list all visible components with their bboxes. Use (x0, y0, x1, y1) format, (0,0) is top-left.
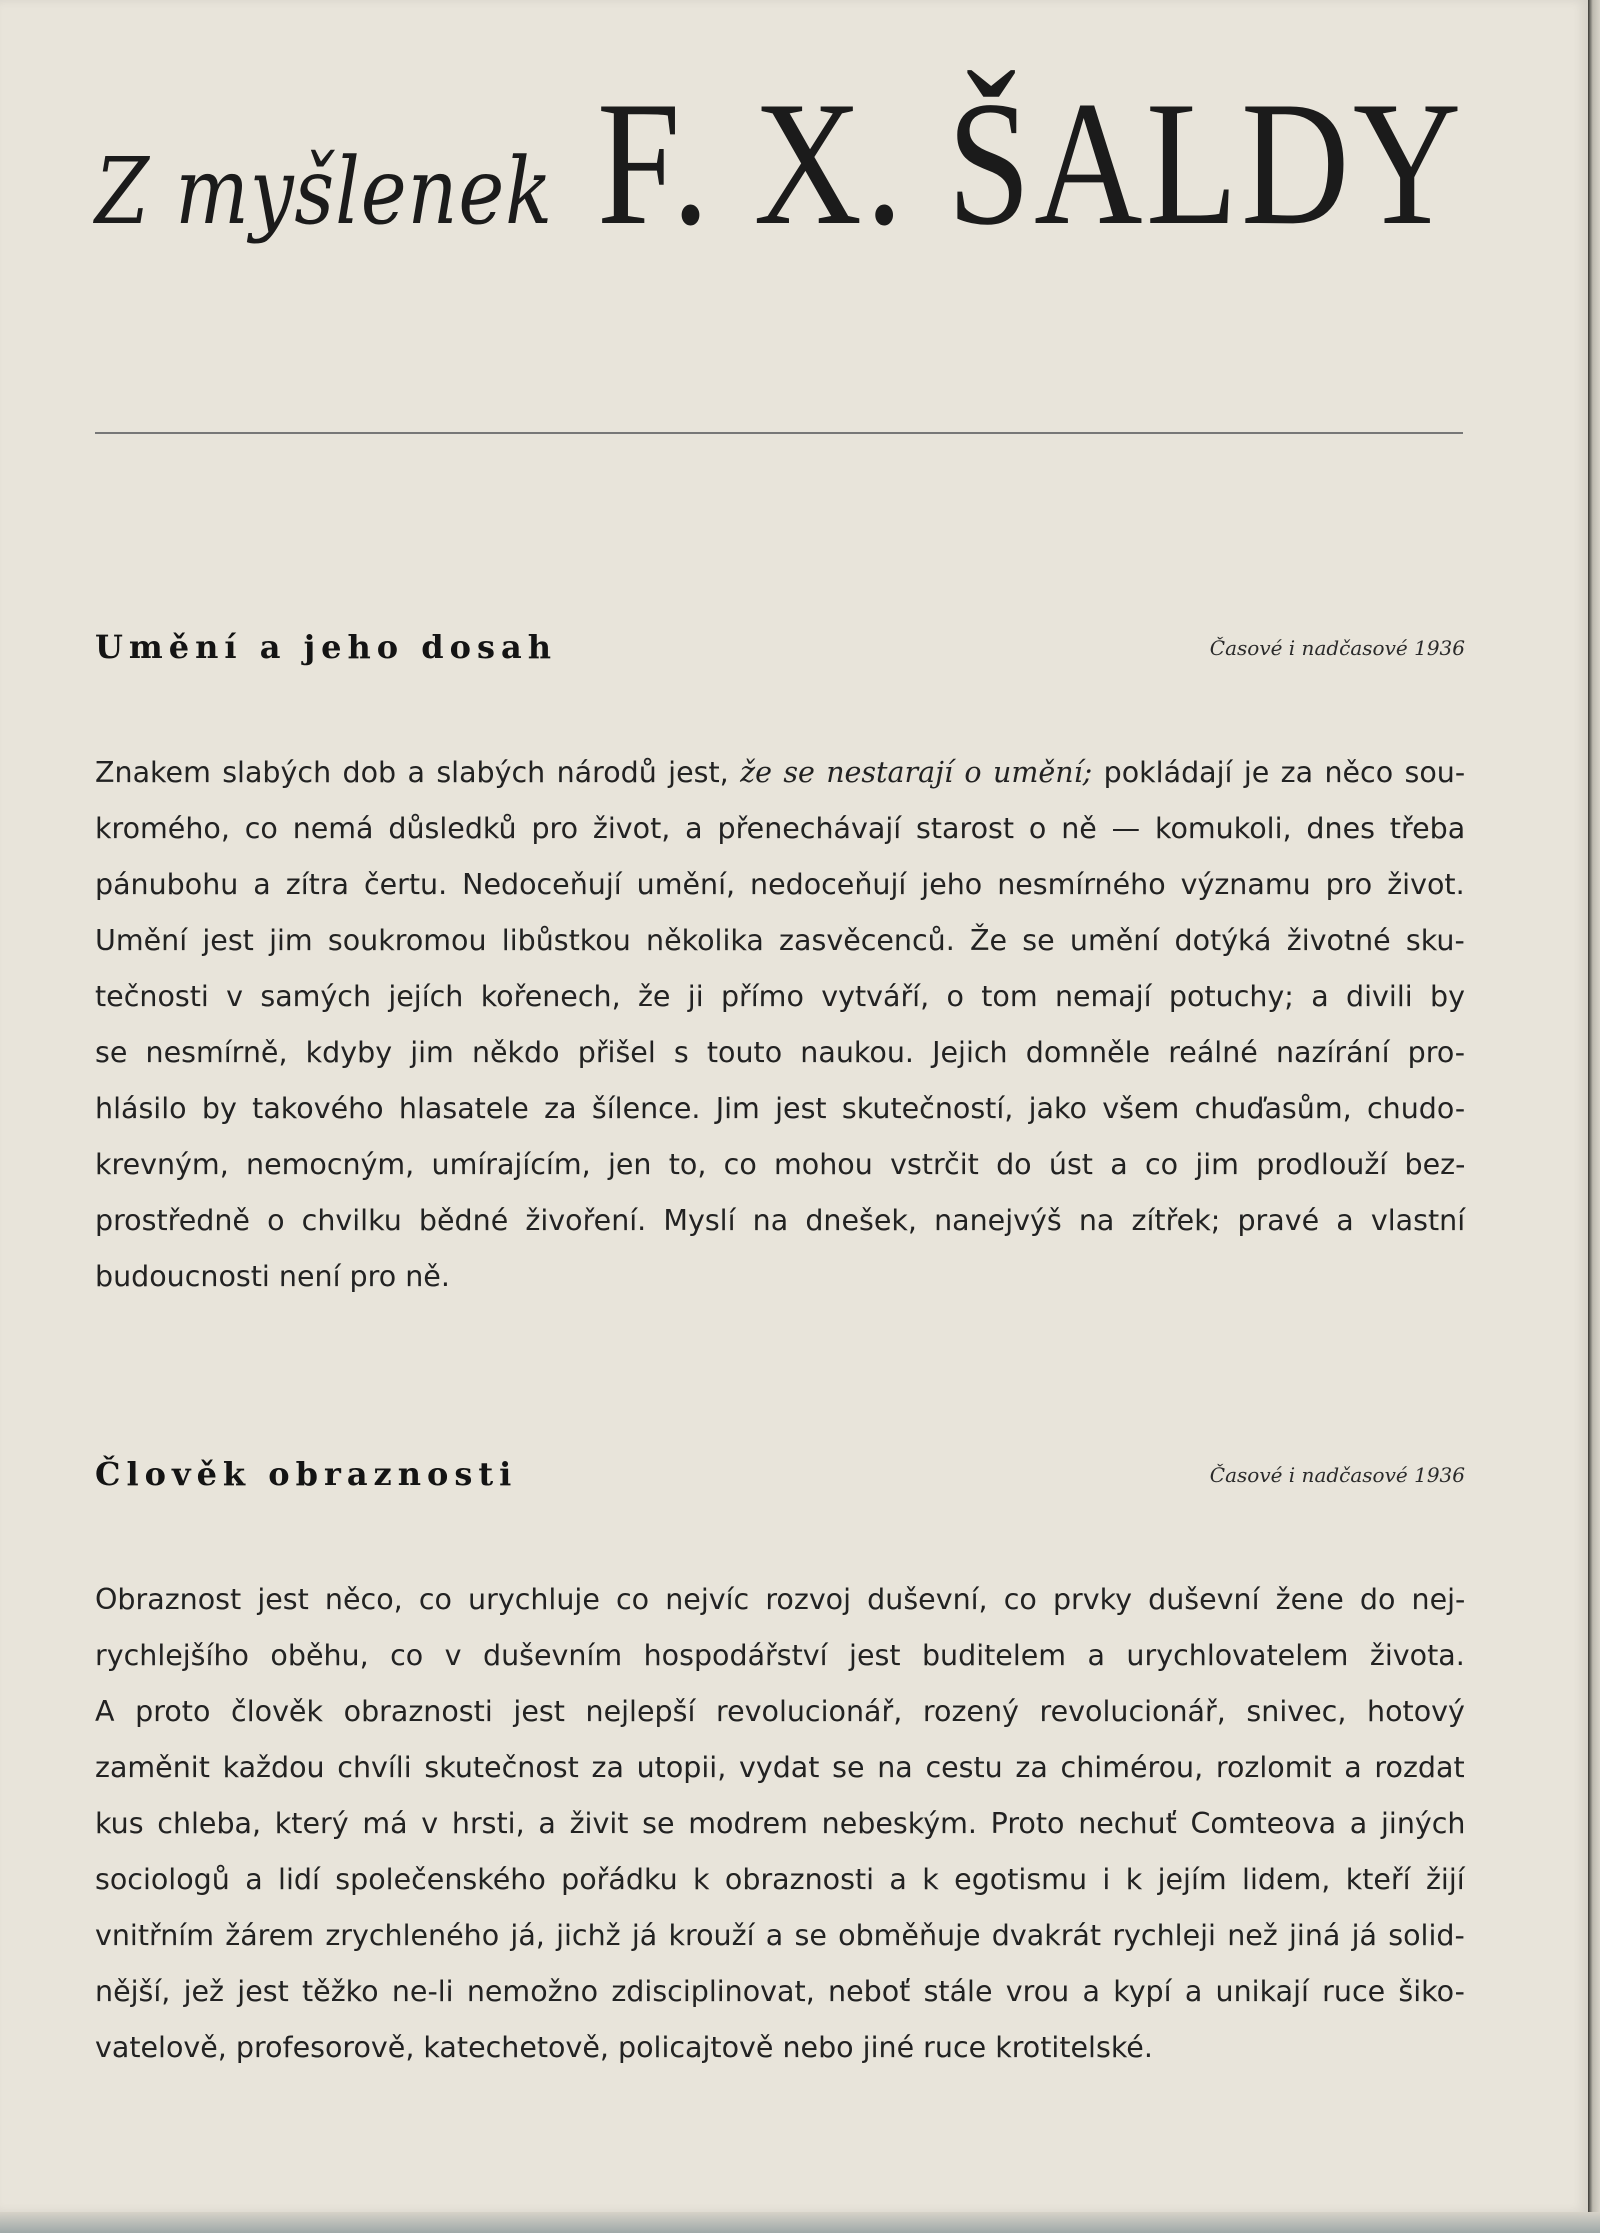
title-author-name: F. X. ŠALDY (596, 64, 1465, 262)
text-line: prostředně o chvilku bědné živoření. Myslí na dnešek, nanejvýš na zítřek; pravé a vlastní (95, 1204, 1466, 1237)
text-line: vatelově, profesorově, katechetově, policajtově nebo jiné ruce krotitelské. (95, 2031, 1153, 2064)
text-line: budoucnosti není pro ně. (95, 1260, 450, 1293)
title-prefix: Z myšlenek (95, 138, 554, 245)
section-2-heading: Člověk obraznosti (95, 1455, 518, 1493)
section-2-header (95, 1455, 1465, 1505)
text-line: sociologů a lidí společenského pořádku k obraznosti a k egotismu i k jejím lidem, kteří žijí (95, 1863, 1465, 1896)
text-line: krevným, nemocným, umírajícím, jen to, co mohou vstrčit do úst a co jim prodlouží bez- (95, 1148, 1466, 1181)
text-line: tečnosti v samých jejích kořenech, že ji přímo vytváří, o tom nemají potuchy; a divili by (95, 980, 1465, 1013)
section-1-heading: Umění a jeho dosah (95, 628, 557, 666)
text-line: rychlejšího oběhu, co v duševním hospodářství jest buditelem a urychlovatelem života. (95, 1639, 1465, 1672)
text-line: hlásilo by takového hlasatele za šílence. Jim jest skutečností, jako všem chuďasům, chudo- (95, 1092, 1466, 1125)
text-line: se nesmírně, kdyby jim někdo přišel s touto naukou. Jejich domněle reálné nazírání pro- (95, 1036, 1466, 1069)
page-title (95, 60, 1465, 262)
page-binding-edge (1588, 0, 1600, 2233)
page-bottom-edge (0, 2212, 1600, 2233)
text-line: Obraznost jest něco, co urychluje co nejvíc rozvoj duševní, co prvky duševní žene do nej- (95, 1583, 1466, 1616)
section-2-paragraph (95, 1572, 1465, 2076)
title-divider (95, 432, 1463, 434)
text-line: pánubohu a zítra čertu. Nedoceňují umění, nedoceňují jeho nesmírného významu pro život. (95, 868, 1465, 901)
section-1-source: Časové i nadčasové 1936 (1209, 636, 1465, 660)
section-1-paragraph (95, 745, 1465, 1305)
text-line: A proto člověk obraznosti jest nejlepší revolucionář, rozený revolucionář, snivec, hotový (95, 1695, 1465, 1728)
section-2-source: Časové i nadčasové 1936 (1209, 1463, 1465, 1487)
text-line: zaměnit každou chvíli skutečnost za utopii, vydat se na cestu za chimérou, rozlomit a rozdat (95, 1751, 1465, 1784)
text-line: Umění jest jim soukromou libůstkou několika zasvěcenců. Že se umění dotýká životné sku- (95, 924, 1465, 957)
section-1-header (95, 628, 1465, 678)
text-line: vnitřním žárem zrychleného já, jichž já krouží a se obměňuje dvakrát rychleji než jiná já solid- (95, 1919, 1465, 1952)
text-line: kromého, co nemá důsledků pro život, a přenechávají starost o ně — komukoli, dnes třeba (95, 812, 1466, 845)
text-line: nější, jež jest těžko ne-li nemožno zdisciplinovat, neboť stále vrou a kypí a unikají ruce šiko- (95, 1975, 1465, 2008)
text-line: Znakem slabých dob a slabých národů jest, že se nestarají o umění; pokládají je za něco sou- (95, 756, 1466, 789)
text-line: kus chleba, který má v hrsti, a živit se modrem nebeským. Proto nechuť Comteova a jiných (95, 1807, 1466, 1840)
emphasis-text: že se nestarají o umění; (740, 756, 1093, 789)
